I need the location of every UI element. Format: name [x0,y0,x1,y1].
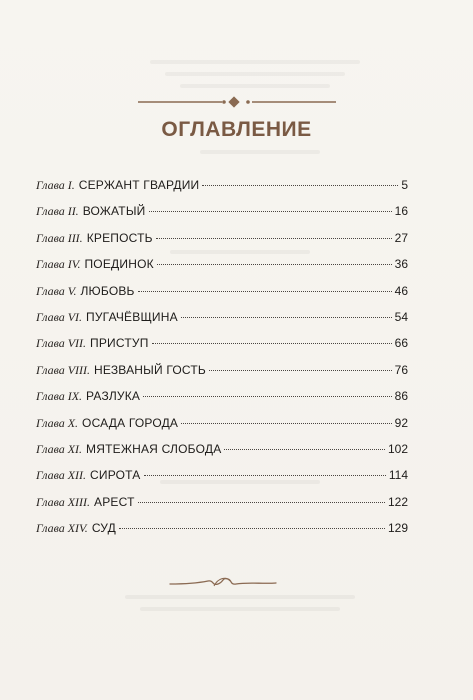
dot-leader [138,291,392,292]
chapter-title: АРЕСТ [94,494,135,509]
bleed-through-line [200,150,320,154]
chapter-title: ОСАДА ГОРОДА [82,415,179,430]
toc-entry [36,231,408,257]
chapter-label: Глава XII. [36,468,87,483]
page-title: ОГЛАВЛЕНИЕ [161,118,312,141]
chapter-label: Глава XI. [36,441,83,456]
chapter-title: СУД [91,521,116,536]
dot-leader [144,475,386,476]
page-number: 102 [387,441,408,456]
page-number: 16 [394,204,408,219]
dot-leader [157,264,392,265]
page-number: 114 [388,468,408,483]
toc-entry [36,521,408,547]
flourish-icon [168,572,278,592]
chapter-title: ПУГАЧЁВЩИНА [86,309,178,324]
toc-entry [36,363,408,389]
chapter-label: Глава XIII. [36,494,91,509]
page-number: 129 [387,521,408,536]
dot-leader [138,502,385,503]
toc-entry [36,468,408,494]
dot-leader [152,343,392,344]
chapter-title: КРЕПОСТЬ [86,230,153,245]
chapter-label: Глава V. [36,283,77,298]
dot-leader [149,211,392,212]
chapter-label: Глава I. [36,178,75,192]
dot-leader [209,370,392,371]
chapter-title: ЛЮБОВЬ [80,283,135,298]
page-number: 76 [394,362,408,377]
page-number: 27 [394,230,408,245]
dot-leader [143,396,392,397]
toc-entry [36,416,408,442]
toc-entry [36,257,408,283]
toc-entry [36,389,408,415]
dot-leader [119,528,385,529]
chapter-title: ПОЕДИНОК [84,257,154,272]
ornamental-divider-icon [138,96,336,108]
chapter-label: Глава II. [36,204,79,219]
toc-entry [36,178,408,204]
page-number: 66 [394,336,408,351]
toc-entry [36,442,408,468]
page-number: 86 [394,389,408,404]
dot-leader [181,317,392,318]
page-number: 92 [394,415,408,430]
chapter-label: Глава VII. [36,336,87,351]
toc-entry [36,284,408,310]
table-of-contents [36,178,408,547]
chapter-label: Глава IX. [36,389,83,404]
chapter-label: Глава VI. [36,309,83,324]
chapter-label: Глава III. [36,230,83,245]
chapter-title: СИРОТА [90,468,141,483]
page-number: 46 [394,283,408,298]
page-number: 54 [394,309,408,324]
bleed-through-line [165,72,345,76]
bleed-through-line [125,595,355,599]
dot-leader [224,449,385,450]
chapter-title: СЕРЖАНТ ГВАРДИИ [78,178,200,192]
dot-leader [181,423,392,424]
chapter-label: Глава IV. [36,257,81,272]
dot-leader [202,185,398,186]
chapter-label: Глава XIV. [36,521,88,536]
chapter-label: Глава X. [36,415,79,430]
toc-entry [36,310,408,336]
chapter-title: МЯТЕЖНАЯ СЛОБОДА [86,441,222,456]
bleed-through-line [140,607,340,611]
page-number: 122 [387,494,408,509]
page-number: 5 [401,178,408,192]
toc-entry [36,204,408,230]
bleed-through-line [180,84,330,88]
bleed-through-line [150,60,360,64]
dot-leader [156,238,392,239]
page-number: 36 [394,257,408,272]
chapter-title: НЕЗВАНЫЙ ГОСТЬ [94,362,206,377]
chapter-title: РАЗЛУКА [86,389,141,404]
toc-entry [36,495,408,521]
chapter-title: ВОЖАТЫЙ [82,204,146,219]
chapter-label: Глава VIII. [36,362,91,377]
toc-entry [36,336,408,362]
chapter-title: ПРИСТУП [90,336,149,351]
